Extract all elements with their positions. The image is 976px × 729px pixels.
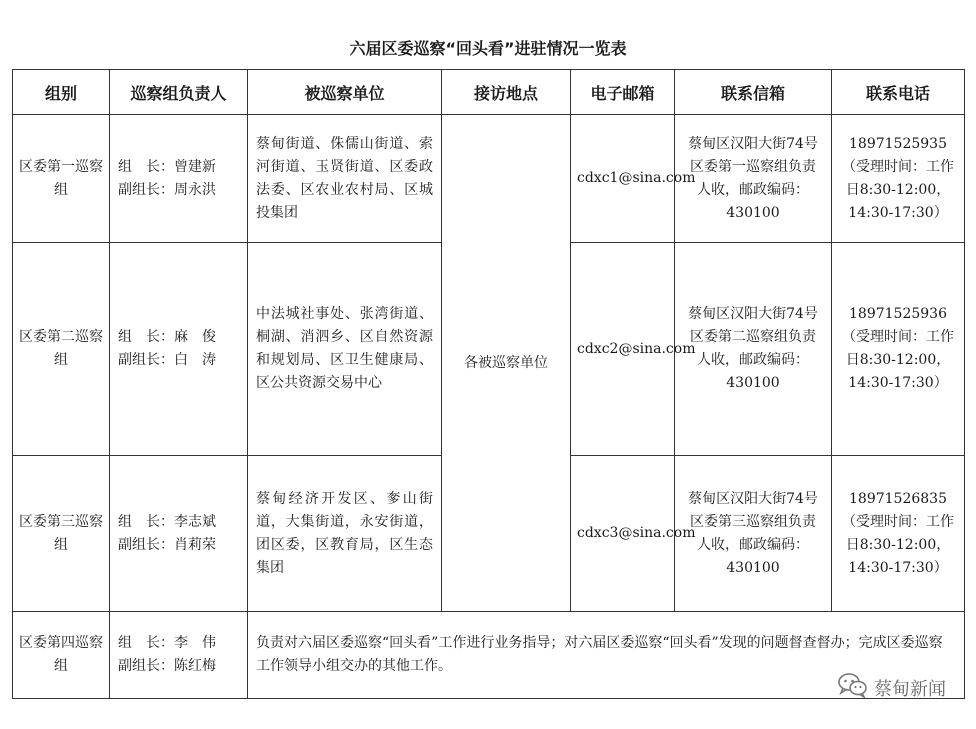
deputy-leader: 副组长：肖莉荣 <box>118 536 216 553</box>
group-name: 区委第三巡察组 <box>13 456 110 612</box>
watermark <box>838 672 946 703</box>
reception-hours: （受理时间：工作日8:30-12:00，14:30-17:30） <box>842 329 954 391</box>
header-leader: 巡察组负责人 <box>110 70 248 115</box>
mailbox-address: 蔡甸区汉阳大街74号区委第一巡察组负责人收，邮政编码：430100 <box>675 115 832 243</box>
reception-place: 各被巡察单位 <box>442 115 571 612</box>
leader: 组 长：李 伟 <box>118 635 216 651</box>
inspected-units: 中法城社事处、张湾街道、桐湖、消泗乡、区自然资源和规划局、区卫生健康局、区公共资源交易中心 <box>248 243 442 456</box>
email-address: cdxc2@sina.com <box>571 243 675 456</box>
leader: 组 长：麻 俊 <box>118 329 216 345</box>
group-name: 区委第一巡察组 <box>13 115 110 243</box>
phone-number: 18971525936 <box>849 306 947 322</box>
deputy-leader: 副组长：陈红梅 <box>118 658 216 674</box>
group-leaders <box>110 456 248 612</box>
header-phone: 联系电话 <box>832 70 965 115</box>
leader: 组 长：曾建新 <box>118 158 216 175</box>
group-duties: 负责对六届区委巡察“回头看”工作进行业务指导；对六届区委巡察“回头看”发现的问题督查督办；完成区委巡察工作领导小组交办的其他工作。 <box>248 612 965 699</box>
header-mailbox: 联系信箱 <box>675 70 832 115</box>
group-leaders <box>110 243 248 456</box>
wechat-icon <box>838 672 868 703</box>
email-address: cdxc3@sina.com <box>571 456 675 612</box>
watermark-text: 蔡甸新闻 <box>874 678 946 700</box>
reception-hours: （受理时间：工作日8:30-12:00，14:30-17:30） <box>842 158 954 221</box>
mailbox-address: 蔡甸区汉阳大街74号区委第二巡察组负责人收，邮政编码：430100 <box>675 243 832 456</box>
inspected-units: 蔡甸街道、侏儒山街道、索河街道、玉贤街道、区委政法委、区农业农村局、区城投集团 <box>248 115 442 243</box>
deputy-leader: 副组长：周永洪 <box>118 181 216 198</box>
header-email: 电子邮箱 <box>571 70 675 115</box>
deputy-leader: 副组长：白 涛 <box>118 352 216 368</box>
header-row <box>13 70 965 115</box>
table-row <box>13 115 965 243</box>
header-group: 组别 <box>13 70 110 115</box>
phone-cell <box>832 243 965 456</box>
phone-cell <box>832 456 965 612</box>
header-reception: 接访地点 <box>442 70 571 115</box>
mailbox-address: 蔡甸区汉阳大街74号区委第三巡察组负责人收，邮政编码：430100 <box>675 456 832 612</box>
group-leaders <box>110 115 248 243</box>
phone-cell <box>832 115 965 243</box>
email-address: cdxc1@sina.com <box>571 115 675 243</box>
inspected-units: 蔡甸经济开发区、奓山街道，大集街道，永安街道，团区委，区教育局，区生态集团 <box>248 456 442 612</box>
phone-number: 18971525935 <box>849 135 947 152</box>
header-units: 被巡察单位 <box>248 70 442 115</box>
page-title: 六届区委巡察“回头看”进驻情况一览表 <box>349 39 627 58</box>
table-row <box>13 612 965 699</box>
group-name: 区委第二巡察组 <box>13 243 110 456</box>
reception-hours: （受理时间：工作日8:30-12:00，14:30-17:30） <box>842 513 954 576</box>
leader: 组 长：李志斌 <box>118 513 216 530</box>
inspection-table <box>12 69 965 699</box>
phone-number: 18971526835 <box>849 490 947 507</box>
group-leaders <box>110 612 248 699</box>
group-name: 区委第四巡察组 <box>13 612 110 699</box>
